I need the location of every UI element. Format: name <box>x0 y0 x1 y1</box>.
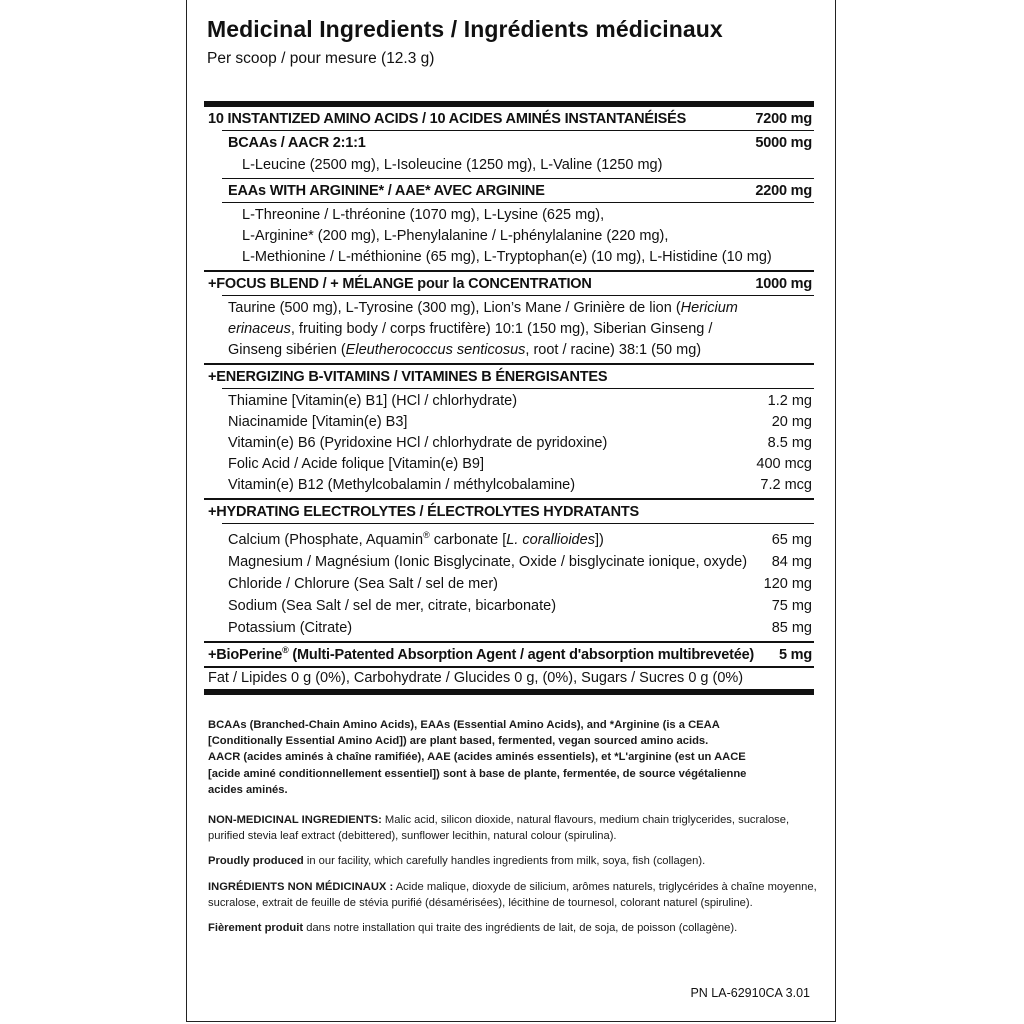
ingredients-table <box>204 101 814 695</box>
macronutrient-line: Fat / Lipides 0 g (0%), Carbohydrate / Glucides 0 g, (0%), Sugars / Sucres 0 g (0%) <box>204 666 814 695</box>
eaa-detail-line: L-Threonine / L-thréonine (1070 mg), L-Lysine (625 mg), <box>242 207 605 223</box>
electrolyte-amount: 120 mg <box>763 576 812 592</box>
eaa-row <box>222 178 814 202</box>
electrolytes-row <box>204 498 814 523</box>
electrolytes-label: +HYDRATING ELECTROLYTES / ÉLECTROLYTES HYDRATANTS <box>208 504 640 520</box>
electrolyte-name: Potassium (Citrate) <box>228 620 353 636</box>
electrolyte-row <box>228 596 812 617</box>
product-number: PN LA-62910CA 3.01 <box>690 986 810 1000</box>
b-vitamins-list <box>222 388 814 498</box>
vitamin-amount: 20 mg <box>771 414 812 430</box>
bcaa-detail-row <box>222 154 814 178</box>
vitamin-amount: 400 mcg <box>756 456 812 472</box>
b-vitamins-row <box>204 363 814 388</box>
amino-acids-label: 10 INSTANTIZED AMINO ACIDS / 10 ACIDES AMINÉS INSTANTANÉISÉS <box>208 111 687 127</box>
electrolyte-row <box>228 552 812 573</box>
serving-size: Per scoop / pour mesure (12.3 g) <box>207 50 435 67</box>
electrolyte-amount: 65 mg <box>771 532 812 548</box>
bcaa-amount: 5000 mg <box>755 135 812 151</box>
electrolyte-amount: 84 mg <box>771 554 812 570</box>
allergen-statement-fr: Fièrement produit dans notre installation qui traite des ingrédients de lait, de soja, de poisson (collagène). <box>208 922 738 935</box>
eaa-detail-line: L-Methionine / L-méthionine (65 mg), L-Tryptophan(e) (10 mg), L-Histidine (10 mg) <box>242 249 772 265</box>
eaa-detail-line: L-Arginine* (200 mg), L-Phenylalanine / L-phénylalanine (220 mg), <box>242 228 669 244</box>
amino-acids-amount: 7200 mg <box>755 111 812 127</box>
vitamin-row <box>228 454 812 475</box>
electrolyte-row <box>228 574 812 595</box>
electrolyte-name: Calcium (Phosphate, Aquamin® carbonate [L. corallioides]) <box>228 530 604 548</box>
focus-blend-detail <box>222 295 814 363</box>
vitamin-amount: 8.5 mg <box>767 435 812 451</box>
electrolyte-name: Sodium (Sea Salt / sel de mer, citrate, bicarbonate) <box>228 598 557 614</box>
focus-detail-line: Taurine (500 mg), L-Tyrosine (300 mg), Lion’s Mane / Grinière de lion (Hericium <box>228 300 738 316</box>
allergen-statement: Proudly produced in our facility, which carefully handles ingredients from milk, soya, fish (collagen). <box>208 855 706 868</box>
vitamin-amount: 7.2 mcg <box>760 477 812 493</box>
vitamin-name: Vitamin(e) B12 (Methylcobalamin / méthylcobalamine) <box>228 477 576 493</box>
bcaa-row <box>222 130 814 154</box>
non-medicinal-ingredients-fr: INGRÉDIENTS NON MÉDICINAUX : Acide malique, dioxyde de silicium, arômes naturels, triglycérides à chaîne moyenne, sucralose, extrait de feuille de stévia purifié (désamérisées), lécithine de tournesol, colorant naturel (spiruline). <box>208 880 817 909</box>
vitamin-row <box>228 391 812 412</box>
electrolyte-amount: 85 mg <box>771 620 812 636</box>
vitamin-row <box>228 433 812 454</box>
focus-detail-line: Ginseng sibérien (Eleutherococcus senticosus, root / racine) 38:1 (50 mg) <box>228 342 702 358</box>
vitamin-name: Niacinamide [Vitamin(e) B3] <box>228 414 408 430</box>
eaa-label: EAAs WITH ARGININE* / AAE* AVEC ARGININE <box>228 183 545 199</box>
bioperine-amount: 5 mg <box>778 647 812 663</box>
bioperine-row <box>204 641 814 666</box>
bcaa-detail: L-Leucine (2500 mg), L-Isoleucine (1250 mg), L-Valine (1250 mg) <box>242 157 663 173</box>
vitamin-row <box>228 412 812 433</box>
vitamin-name: Thiamine [Vitamin(e) B1] (HCl / chlorhydrate) <box>228 393 518 409</box>
electrolytes-list <box>222 523 814 641</box>
vitamin-amount: 1.2 mg <box>767 393 812 409</box>
page-title: Medicinal Ingredients / Ingrédients médicinaux <box>207 16 723 42</box>
vitamin-name: Vitamin(e) B6 (Pyridoxine HCl / chlorhydrate de pyridoxine) <box>228 435 608 451</box>
eaa-detail <box>222 202 814 270</box>
electrolyte-row <box>228 618 812 639</box>
label-notes <box>208 717 818 945</box>
focus-blend-label: +FOCUS BLEND / + MÉLANGE pour la CONCENTRATION <box>208 276 592 292</box>
electrolyte-name: Chloride / Chlorure (Sea Salt / sel de mer) <box>228 576 498 592</box>
electrolyte-amount: 75 mg <box>771 598 812 614</box>
bcaa-label: BCAAs / AACR 2:1:1 <box>228 135 366 151</box>
amino-footnote: BCAAs (Branched-Chain Amino Acids), EAAs (Essential Amino Acids), and *Arginine (is a CEAA [Conditionally Essential Amino Acid]) are plant based, fermented, vegan sourced amino acids. AACR (acides aminés à chaîne ramifiée), AAE (acides aminés essentiels), et *L'arginine (est un AACE [acide aminé conditionnellement essentiel]) sont à base de plante, fermentée, de source végétalienne acides aminés. <box>208 719 747 796</box>
b-vitamins-label: +ENERGIZING B-VITAMINS / VITAMINES B ÉNERGISANTES <box>208 369 608 385</box>
focus-detail-line: erinaceus, fruiting body / corps fructifère) 10:1 (150 mg), Siberian Ginseng / <box>228 321 713 337</box>
vitamin-row <box>228 475 812 496</box>
amino-acids-row <box>204 107 814 130</box>
focus-blend-row <box>204 270 814 295</box>
bioperine-label: +BioPerine® (Multi-Patented Absorption Agent / agent d'absorption multibrevetée) <box>208 645 755 663</box>
electrolyte-row <box>228 530 812 551</box>
vitamin-name: Folic Acid / Acide folique [Vitamin(e) B9] <box>228 456 485 472</box>
electrolyte-name: Magnesium / Magnésium (Ionic Bisglycinate, Oxide / bisglycinate ionique, oxyde) <box>228 554 748 570</box>
eaa-amount: 2200 mg <box>755 183 812 199</box>
focus-blend-amount: 1000 mg <box>755 276 812 292</box>
non-medicinal-ingredients: NON-MEDICINAL INGREDIENTS: Malic acid, silicon dioxide, natural flavours, medium chain triglycerides, sucralose, purified stevia leaf extract (debittered), sunflower lecithin, natural colour (spirulina). <box>208 814 790 843</box>
